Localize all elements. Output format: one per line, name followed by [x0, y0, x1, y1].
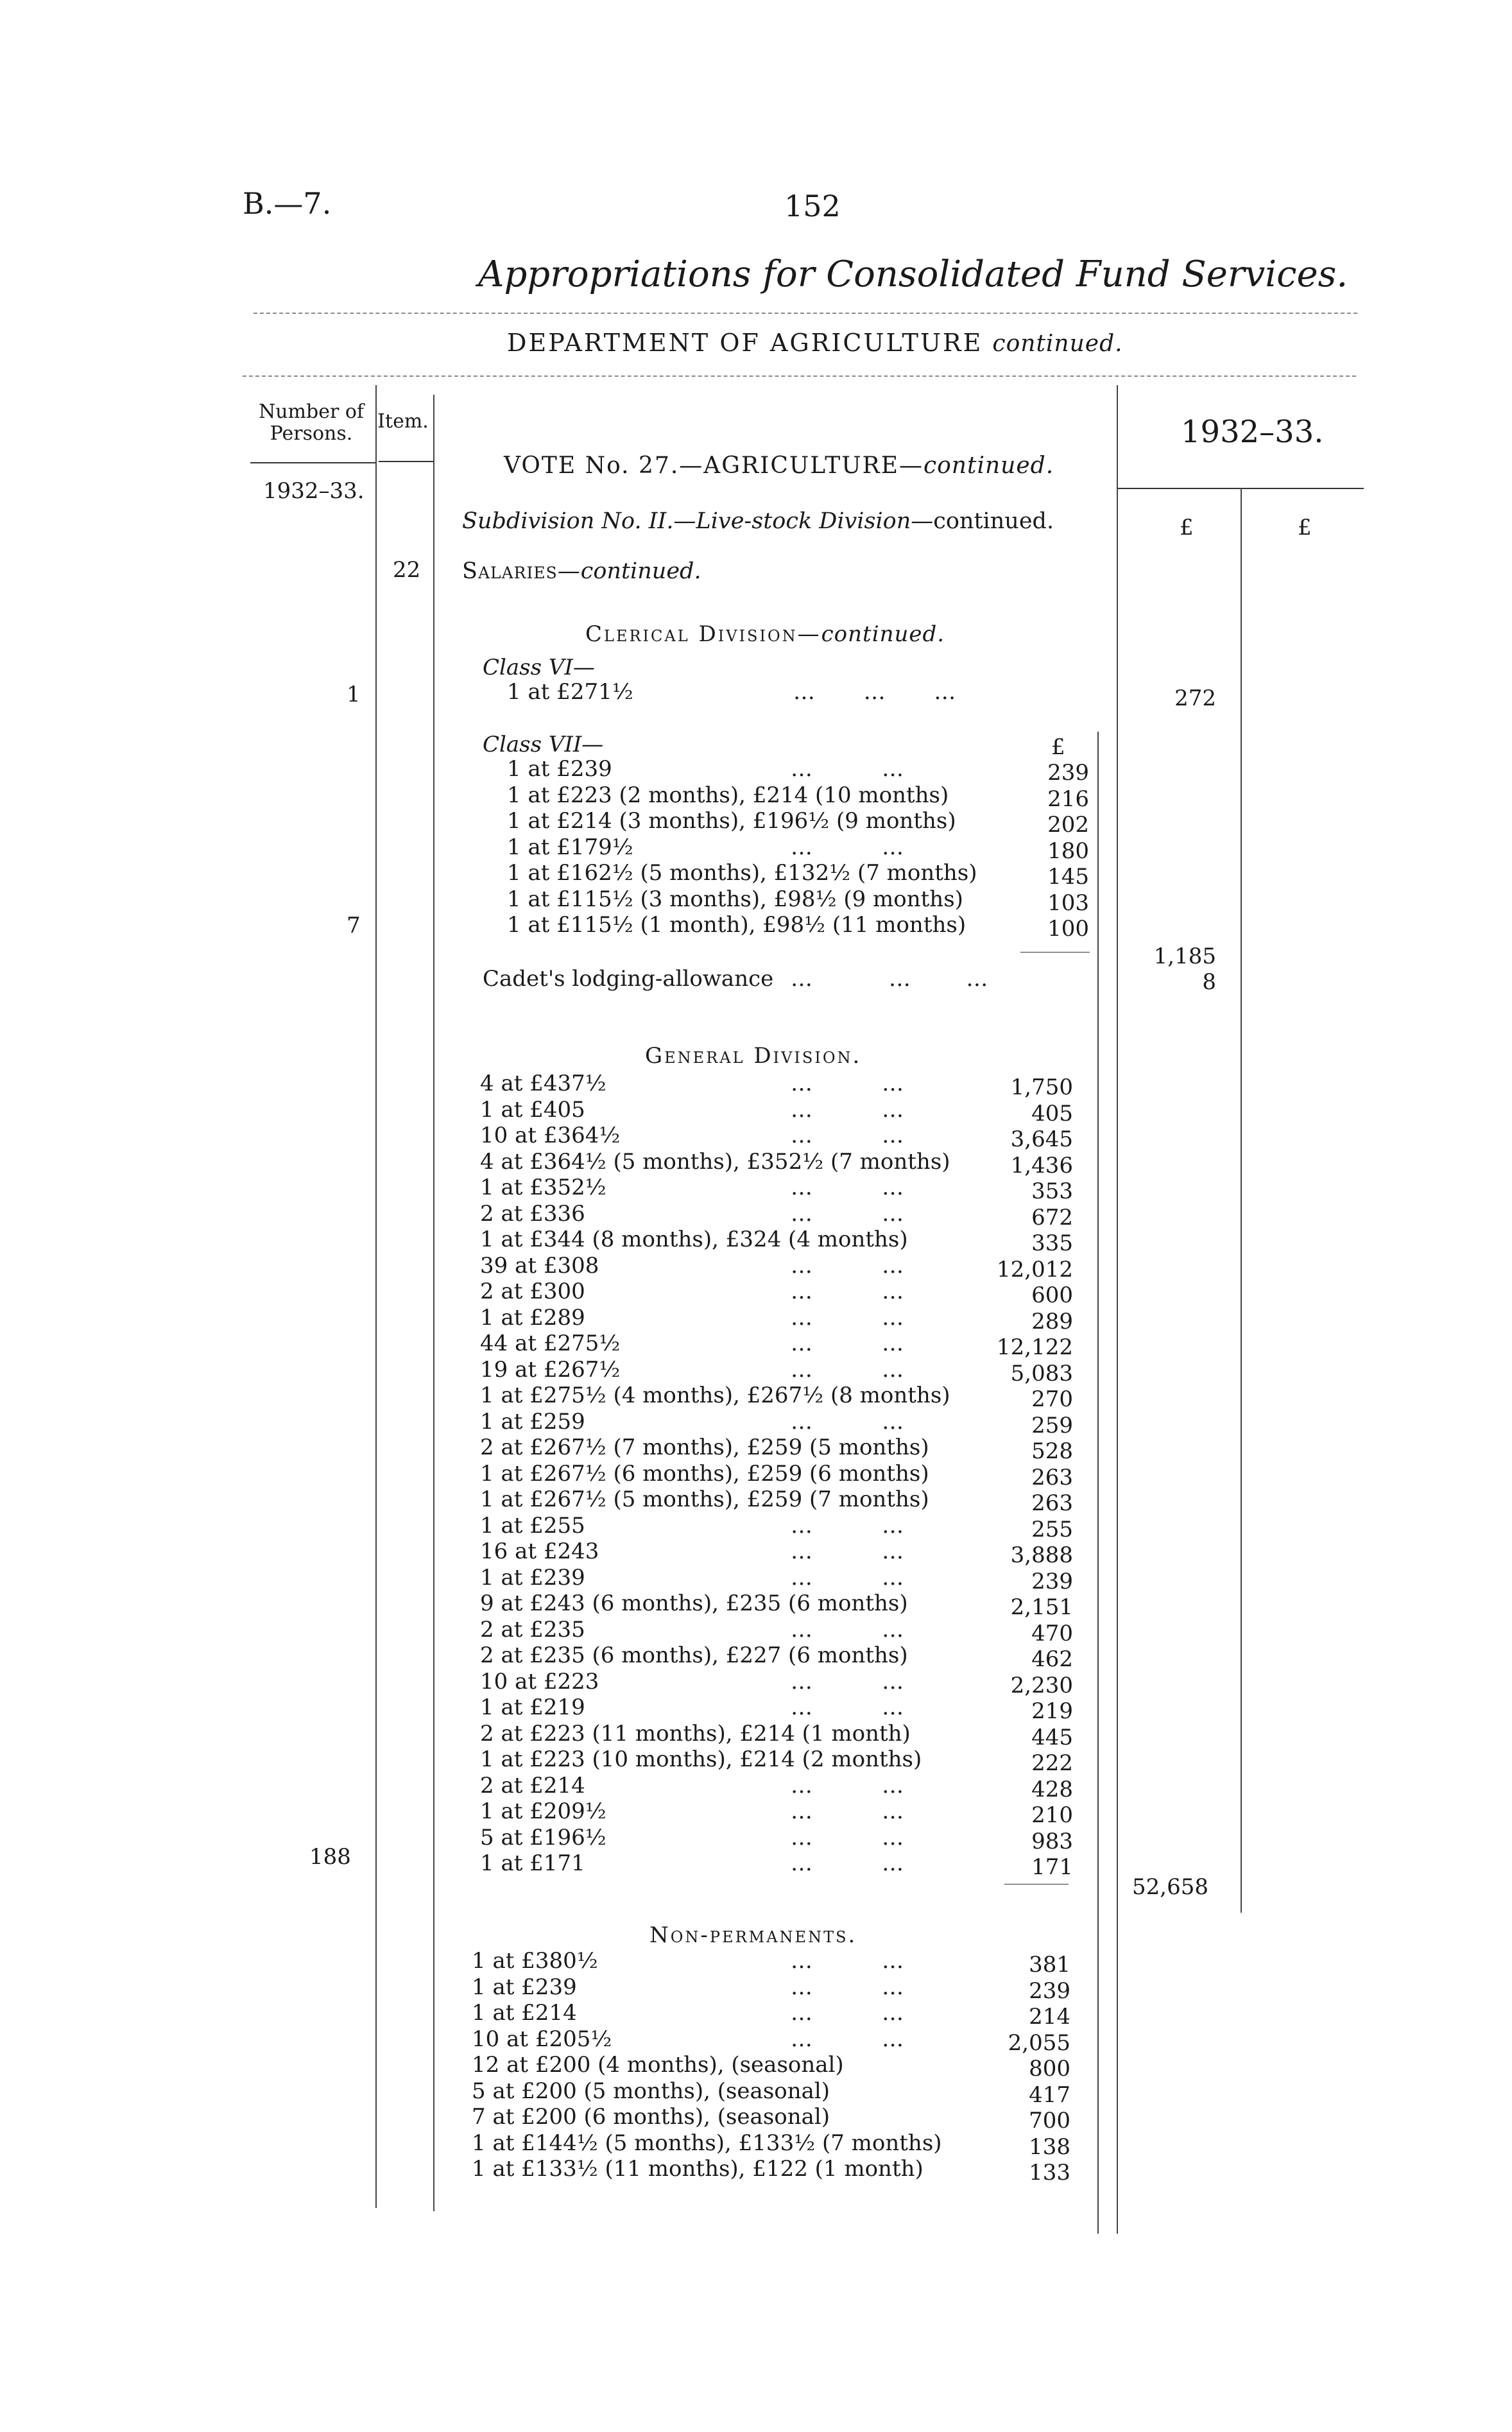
- row-text: 44 at £275½: [480, 1331, 621, 1356]
- row-amount: 171: [1031, 1854, 1073, 1880]
- row-text: 16 at £243: [480, 1539, 599, 1564]
- salaries-continued: continued.: [580, 558, 701, 584]
- row-leader: … …: [791, 1304, 904, 1331]
- row-leader: … …: [791, 756, 904, 782]
- row-amount: 239: [1029, 1978, 1070, 2004]
- row-leader: … …: [791, 1948, 904, 1974]
- row-text: 1 at £344 (8 months), £324 (4 months): [480, 1227, 908, 1252]
- class-vi-total: 272: [1174, 686, 1216, 711]
- row-leader: … …: [791, 1096, 904, 1123]
- row-text: 2 at £267½ (7 months), £259 (5 months): [480, 1435, 929, 1460]
- row-amount: 428: [1031, 1776, 1073, 1802]
- row-amount: 145: [1047, 864, 1089, 890]
- row-leader: … …: [791, 1695, 904, 1720]
- row-amount: 3,645: [1010, 1126, 1073, 1152]
- year-header-right: 1932–33.: [1181, 414, 1324, 450]
- row-text: 10 at £223: [480, 1668, 599, 1695]
- class-vii-persons: 7: [347, 913, 361, 938]
- row-amount: 470: [1031, 1620, 1073, 1646]
- row-amount: 210: [1031, 1802, 1073, 1828]
- row-text: 1 at £144½ (5 months), £133½ (7 months): [472, 2130, 942, 2156]
- currency-symbol-b: £: [1298, 515, 1312, 540]
- row-leader: … …: [791, 2000, 904, 2026]
- subdivision-text: Subdivision No. II.—Live-stock Division—: [462, 508, 934, 534]
- row-leader: … …: [791, 1512, 904, 1539]
- row-text: 4 at £437½: [480, 1071, 606, 1096]
- row-text: 2 at £235 (6 months), £227 (6 months): [480, 1643, 908, 1668]
- row-leader: … …: [791, 1974, 904, 2000]
- row-amount: 138: [1029, 2134, 1070, 2160]
- row-amount: 255: [1031, 1516, 1073, 1542]
- row-amount: 335: [1031, 1230, 1073, 1256]
- row-text: 1 at £223 (10 months), £214 (2 months): [480, 1746, 922, 1772]
- row-amount: 289: [1031, 1308, 1073, 1334]
- row-leader: … …: [791, 1564, 904, 1591]
- row-text: 1 at £405: [480, 1096, 585, 1123]
- salaries-heading: [462, 558, 701, 584]
- row-amount: 259: [1031, 1412, 1073, 1438]
- row-text: 1 at £352½: [480, 1175, 606, 1200]
- row-leader: … …: [791, 1252, 904, 1279]
- row-leader: … …: [791, 2026, 904, 2052]
- item-column-rule: [433, 395, 434, 2211]
- class-vii-total: 1,185: [1153, 944, 1216, 969]
- row-amount: 5,083: [1010, 1360, 1073, 1386]
- amount-column-rule-b: [1241, 488, 1242, 1913]
- row-text: 2 at £300: [480, 1279, 585, 1304]
- row-text: 1 at £275½ (4 months), £267½ (8 months): [480, 1383, 950, 1408]
- row-amount: 1,750: [1010, 1074, 1073, 1100]
- row-amount: 103: [1047, 890, 1089, 916]
- row-leader: … …: [791, 1356, 904, 1383]
- row-text: 5 at £200 (5 months), (seasonal): [472, 2078, 830, 2104]
- row-text: 12 at £200 (4 months), (seasonal): [472, 2052, 844, 2078]
- row-amount: 381: [1029, 1952, 1070, 1978]
- subdivision-heading: [462, 508, 1054, 534]
- row-leader: … …: [791, 1279, 904, 1304]
- row-leader: … …: [791, 1850, 904, 1876]
- row-text: 2 at £235: [480, 1616, 585, 1643]
- report-ref: B.—7.: [243, 186, 332, 221]
- row-leader: … …: [791, 1668, 904, 1695]
- row-amount: 672: [1031, 1204, 1073, 1230]
- row-amount: 133: [1029, 2160, 1070, 2186]
- item-number: 22: [393, 557, 421, 583]
- row-amount: 12,122: [997, 1334, 1073, 1360]
- row-amount: 2,055: [1008, 2030, 1070, 2056]
- subdivision-continued: continued.: [933, 508, 1054, 534]
- row-leader: … …: [791, 1772, 904, 1798]
- row-text: 1 at £115½ (3 months), £98½ (9 months): [507, 886, 963, 912]
- class-vi-label: Class VI—: [483, 655, 595, 680]
- department-rule: [243, 375, 1356, 377]
- clerical-heading-text: Clerical Division—: [585, 621, 821, 647]
- row-text: 1 at £239: [472, 1974, 577, 2000]
- row-text: 1 at £267½ (6 months), £259 (6 months): [480, 1460, 929, 1487]
- row-text: 1 at £223 (2 months), £214 (10 months): [507, 782, 949, 808]
- class-vii-currency: £: [1051, 734, 1065, 760]
- row-text: 39 at £308: [480, 1252, 599, 1279]
- clerical-heading: [585, 621, 945, 647]
- row-amount: 239: [1047, 760, 1089, 786]
- row-leader: … …: [791, 1408, 904, 1435]
- general-heading: General Division.: [645, 1043, 862, 1069]
- nonperm-heading: Non-permanents.: [649, 1922, 857, 1948]
- row-amount: 100: [1047, 916, 1089, 942]
- row-text: 9 at £243 (6 months), £235 (6 months): [480, 1591, 908, 1616]
- row-text: 2 at £214: [480, 1772, 585, 1798]
- cadet-allowance-leader: … … …: [791, 966, 988, 992]
- row-amount: 462: [1031, 1646, 1073, 1672]
- vote-title-continued: continued.: [923, 453, 1054, 479]
- row-text: 5 at £196½: [480, 1824, 606, 1850]
- persons-column-rule: [375, 385, 377, 2208]
- row-amount: 180: [1047, 838, 1089, 864]
- row-text: 2 at £223 (11 months), £214 (1 month): [480, 1720, 911, 1746]
- row-text: 4 at £364½ (5 months), £352½ (7 months): [480, 1148, 950, 1175]
- class-vi-line: 1 at £271½: [507, 679, 633, 705]
- row-amount: 219: [1031, 1698, 1073, 1724]
- row-amount: 445: [1031, 1724, 1073, 1750]
- row-leader: … …: [791, 834, 904, 860]
- row-amount: 528: [1031, 1438, 1073, 1464]
- row-text: 1 at £133½ (11 months), £122 (1 month): [472, 2156, 924, 2182]
- clerical-heading-continued: continued.: [821, 621, 945, 647]
- row-amount: 2,151: [1010, 1594, 1073, 1620]
- row-text: 19 at £267½: [480, 1356, 621, 1383]
- row-leader: … …: [791, 1539, 904, 1564]
- department-continued: continued.: [992, 331, 1123, 357]
- row-amount: 353: [1031, 1178, 1073, 1204]
- row-leader: … …: [791, 1200, 904, 1227]
- row-amount: 216: [1047, 786, 1089, 812]
- row-leader: … …: [791, 1616, 904, 1643]
- row-amount: 2,230: [1010, 1672, 1073, 1698]
- cadet-allowance-amount: 8: [1202, 969, 1216, 995]
- row-text: 1 at £162½ (5 months), £132½ (7 months): [507, 860, 977, 886]
- row-leader: … …: [791, 1824, 904, 1850]
- amount-column-rule-a: [1117, 385, 1118, 2234]
- salaries-text: Salaries—: [462, 558, 581, 584]
- row-text: 1 at £259: [480, 1408, 585, 1435]
- currency-symbol-a: £: [1180, 515, 1194, 540]
- row-leader: … …: [791, 1331, 904, 1356]
- row-amount: 3,888: [1010, 1542, 1073, 1568]
- cadet-allowance-label: Cadet's lodging-allowance: [483, 966, 774, 992]
- row-leader: … …: [791, 1071, 904, 1096]
- year-header-left: 1932–33.: [263, 478, 365, 504]
- row-text: 1 at £179½: [507, 834, 633, 860]
- persons-header-rule: [250, 462, 375, 463]
- page-number: 152: [784, 189, 841, 223]
- row-amount: 202: [1047, 812, 1089, 838]
- detail-column-rule: [1097, 732, 1099, 2234]
- item-header-rule: [379, 461, 433, 462]
- row-amount: 12,012: [997, 1256, 1073, 1282]
- row-text: 7 at £200 (6 months), (seasonal): [472, 2104, 830, 2130]
- row-text: 1 at £219: [480, 1695, 585, 1720]
- row-text: 1 at £214: [472, 2000, 577, 2026]
- row-text: 1 at £255: [480, 1512, 585, 1539]
- row-text: 2 at £336: [480, 1200, 585, 1227]
- class-vi-leader: … … …: [793, 679, 956, 705]
- department-heading: [507, 329, 1123, 357]
- title-rule: [253, 313, 1357, 314]
- general-total: 52,658: [1132, 1874, 1208, 1900]
- vote-title: [504, 453, 1054, 479]
- department-name: DEPARTMENT OF AGRICULTURE: [507, 329, 983, 357]
- class-vii-subtotal-rule: [1020, 952, 1090, 953]
- row-amount: 983: [1031, 1828, 1073, 1854]
- row-text: 1 at £171: [480, 1850, 585, 1876]
- row-text: 10 at £205½: [472, 2026, 612, 2052]
- row-leader: … …: [791, 1123, 904, 1148]
- row-amount: 1,436: [1010, 1152, 1073, 1178]
- row-leader: … …: [791, 1798, 904, 1824]
- row-amount: 222: [1031, 1750, 1073, 1776]
- row-amount: 214: [1029, 2004, 1070, 2030]
- row-amount: 800: [1029, 2056, 1070, 2082]
- row-text: 1 at £115½ (1 month), £98½ (11 months): [507, 912, 966, 938]
- row-amount: 263: [1031, 1464, 1073, 1490]
- row-leader: … …: [791, 1175, 904, 1200]
- row-amount: 600: [1031, 1282, 1073, 1308]
- row-text: 1 at £267½ (5 months), £259 (7 months): [480, 1487, 929, 1512]
- row-amount: 405: [1031, 1100, 1073, 1126]
- row-amount: 263: [1031, 1490, 1073, 1516]
- row-amount: 700: [1029, 2108, 1070, 2134]
- item-column-header: Item.: [377, 410, 429, 433]
- row-amount: 239: [1031, 1568, 1073, 1594]
- vote-title-text: VOTE No. 27.—AGRICULTURE—: [504, 453, 924, 479]
- persons-column-header: Number of Persons.: [258, 401, 365, 445]
- class-vii-label: Class VII—: [483, 732, 604, 757]
- row-text: 1 at £239: [480, 1564, 585, 1591]
- page-title: Appropriations for Consolidated Fund Services.: [478, 254, 1348, 295]
- row-text: 1 at £214 (3 months), £196½ (9 months): [507, 808, 956, 834]
- row-text: 10 at £364½: [480, 1123, 621, 1148]
- row-text: 1 at £239: [507, 756, 612, 782]
- row-amount: 417: [1029, 2082, 1070, 2108]
- row-text: 1 at £209½: [480, 1798, 606, 1824]
- general-persons: 188: [309, 1844, 351, 1870]
- class-vi-persons: 1: [347, 682, 361, 707]
- row-text: 1 at £289: [480, 1304, 585, 1331]
- row-text: 1 at £380½: [472, 1948, 598, 1974]
- row-amount: 270: [1031, 1386, 1073, 1412]
